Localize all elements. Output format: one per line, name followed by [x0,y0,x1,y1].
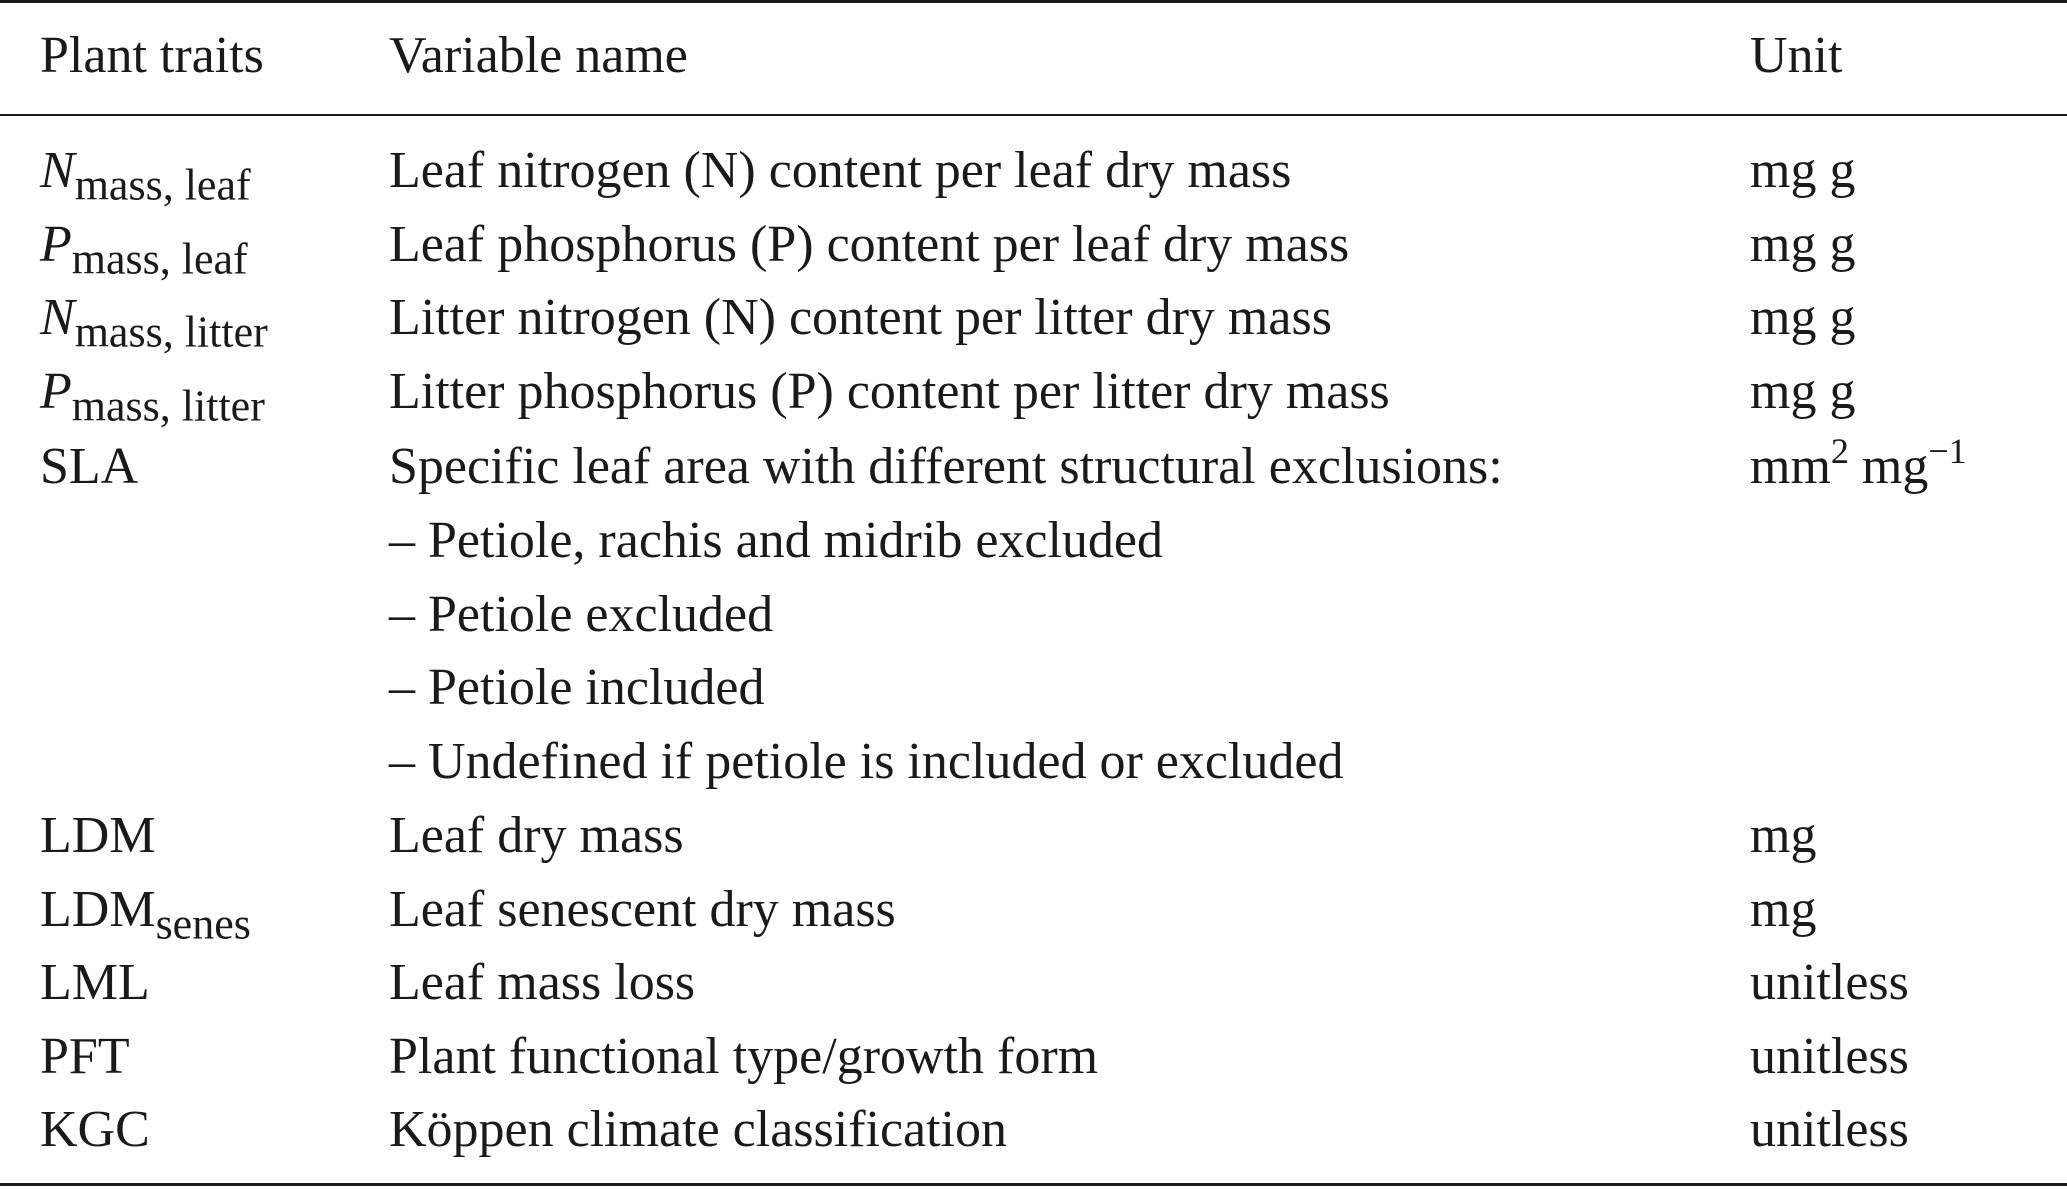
table-cell-variable: Leaf nitrogen (N) content per leaf dry mass [389,142,1292,199]
table-cell-variable: Specific leaf area with different structural exclusions: [389,438,1503,495]
table-cell-unit: unitless [1750,1028,1909,1085]
table-cell-unit: unitless [1750,954,1909,1011]
table-cell-unit: mg g [1750,363,1856,420]
table-cell-trait: PFT [40,1028,130,1085]
table-cell-unit: mg g [1750,289,1856,346]
table-top-rule [0,0,2067,3]
table-cell-variable: – Petiole excluded [389,586,774,643]
table-cell-trait: $N_{mass, litter}$ [40,289,268,357]
table-cell-variable: – Undefined if petiole is included or excluded [389,733,1344,790]
table-cell-unit: unitless [1750,1101,1909,1158]
table-bottom-rule [0,1183,2067,1186]
table-cell-trait: LDM [40,807,156,864]
table-cell-variable: – Petiole, rachis and midrib excluded [389,512,1164,569]
table-cell-trait: $P_{mass, litter}$ [40,363,265,431]
table-cell-variable: Köppen climate classification [389,1101,1008,1158]
header-variable-name: Variable name [389,27,688,84]
table-cell-trait: $P_{mass, leaf}$ [40,216,248,284]
table-cell-trait: $N_{mass, leaf}$ [40,142,251,210]
table-cell-variable: Plant functional type/growth form [389,1028,1099,1085]
table-cell-variable: Litter nitrogen (N) content per litter dry mass [389,289,1332,346]
header-plant-traits: Plant traits [40,27,264,84]
table-cell-variable: Leaf phosphorus (P) content per leaf dry mass [389,216,1350,273]
table-cell-trait: $LDM_{senes}$ [40,881,251,949]
table-cell-variable: Leaf senescent dry mass [389,881,896,938]
table-cell-variable: Leaf dry mass [389,807,684,864]
table-cell-unit: mg [1750,807,1817,864]
table-cell-unit: mg [1750,881,1817,938]
table-cell-unit: $mm^2$ $mg^{-1}$ [1750,431,1967,495]
table-cell-variable: Litter phosphorus (P) content per litter dry mass [389,363,1390,420]
header-unit: Unit [1750,27,1843,84]
table-cell-trait: LML [40,954,150,1011]
table-cell-unit: mg g [1750,216,1856,273]
table-cell-variable: – Petiole included [389,659,765,716]
table-header-rule [0,114,2067,116]
table-cell-unit: mg g [1750,142,1856,199]
table-cell-trait: SLA [40,438,139,495]
table-cell-trait: KGC [40,1101,150,1158]
table-cell-variable: Leaf mass loss [389,954,696,1011]
